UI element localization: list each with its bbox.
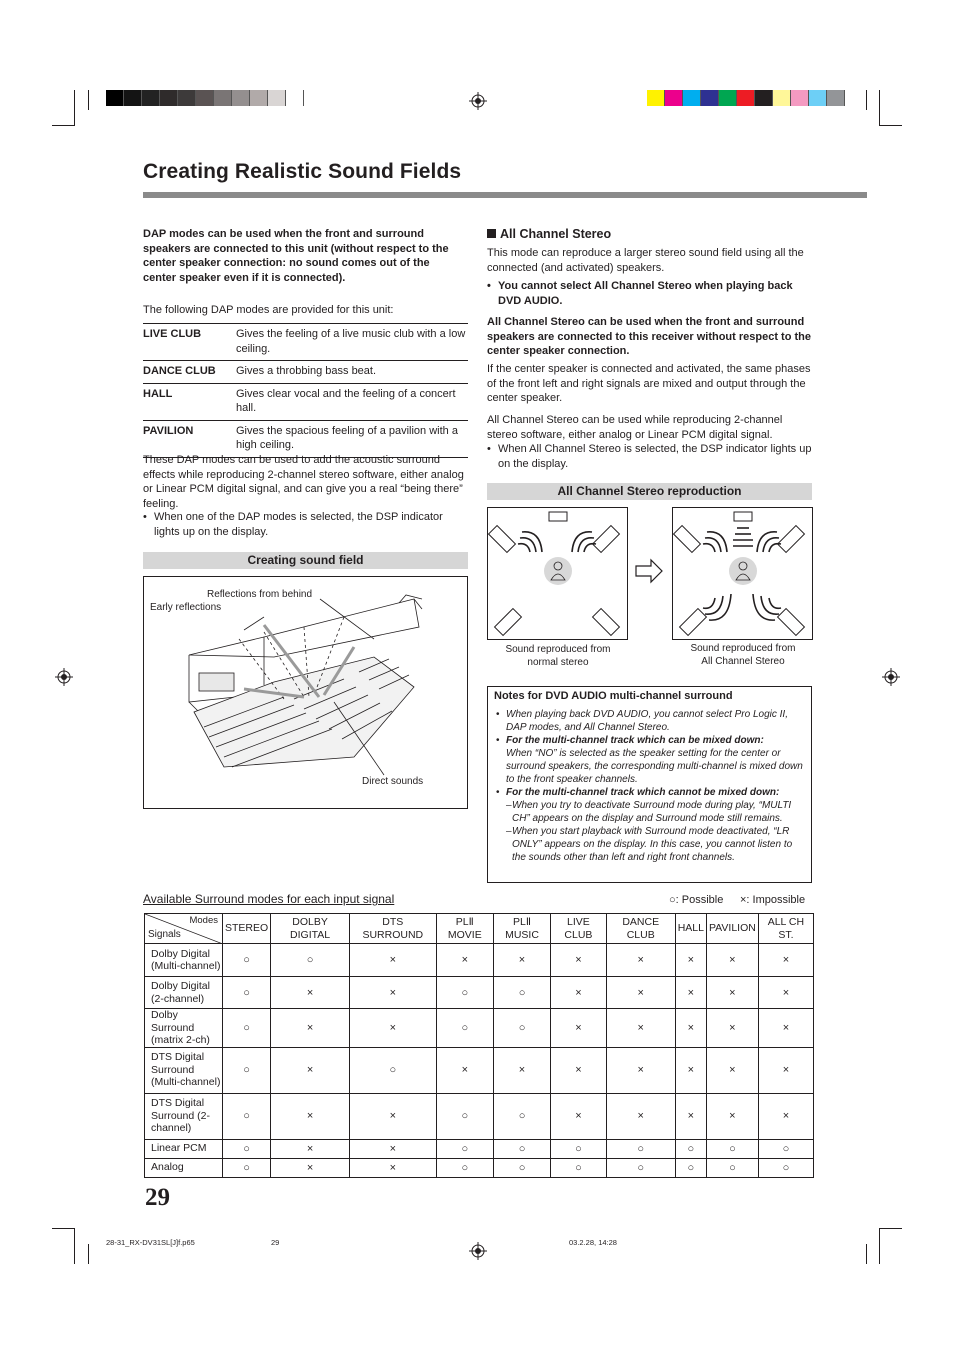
table-row [145, 1047, 814, 1093]
color-swatch [250, 90, 268, 106]
page-title: Creating Realistic Sound Fields [143, 160, 462, 183]
signal-cell: DTS Digital Surround (Multi-channel) [145, 1047, 223, 1093]
grayscale-registration-bar [106, 90, 304, 106]
all-channel-caption [672, 642, 814, 668]
color-swatch [160, 90, 178, 106]
normal-caption-line2: normal stereo [527, 657, 589, 668]
dap-dsp-bullet: • When one of the DAP modes is selected, the DSP indicator lights up on the display. [143, 511, 443, 538]
color-swatch [124, 90, 142, 106]
availability-cell: ○ [493, 1139, 550, 1158]
mode-column-header: DTS SURROUND [349, 914, 436, 944]
normal-caption-line1: Sound reproduced from [505, 644, 611, 655]
mode-column-header: PLⅡ MUSIC [493, 914, 550, 944]
label-direct-sounds: Direct sounds [362, 776, 424, 787]
sound-field-illustration [143, 576, 468, 809]
mode-column-header: DANCE CLUB [606, 914, 675, 944]
note-item-2 [494, 734, 805, 786]
footer-date: 03.2.28, 14:28 [569, 1238, 617, 1247]
table-row [145, 1158, 814, 1177]
mode-column-header: ALL CH ST. [758, 914, 813, 944]
note3-head: For the multi-channel track which cannot be mixed down: [506, 787, 780, 798]
color-swatch [755, 90, 773, 106]
acs-para2: If the center speaker is connected and activated, the same phases of the front left and right signals are mixed and output through the center speaker. [487, 363, 811, 404]
availability-cell: ○ [223, 1009, 271, 1048]
dap-mode-row [143, 323, 468, 361]
availability-cell: ○ [758, 1158, 813, 1177]
table-row [145, 944, 814, 977]
availability-cell: ○ [675, 1158, 706, 1177]
availability-cell: ○ [551, 1139, 607, 1158]
availability-cell: × [551, 1047, 607, 1093]
dap-mode-row [143, 421, 468, 458]
availability-cell: × [675, 977, 706, 1009]
normal-stereo-diagram [487, 507, 628, 640]
availability-cell: ○ [551, 1158, 607, 1177]
color-swatch [196, 90, 214, 106]
color-swatch [106, 90, 124, 106]
availability-cell: × [758, 1009, 813, 1048]
table-row [145, 1139, 814, 1158]
availability-cell: × [758, 977, 813, 1009]
note3-dash1: – When you try to deactivate Surround mode during play, “MULTI CH” appears on the display and Surround mode still remains. [494, 799, 805, 825]
color-swatch [701, 90, 719, 106]
availability-cell: ○ [706, 1158, 758, 1177]
availability-cell: ○ [223, 1093, 271, 1139]
availability-cell: × [271, 1093, 350, 1139]
right-arrow-icon [634, 558, 664, 584]
availability-cell: ○ [349, 1047, 436, 1093]
note3-dash2: – When you start playback with Surround mode deactivated, “LR ONLY” appears on the display. In this case, you cannot listen to the sounds other than left and right front channels. [494, 825, 805, 864]
acs-para3: All Channel Stereo can be used while reproducing 2-channel stereo software, either analog or Linear PCM digital signal. [487, 414, 783, 441]
availability-cell: × [349, 1139, 436, 1158]
footer-page: 29 [271, 1238, 280, 1247]
availability-cell: × [706, 1047, 758, 1093]
availability-cell: × [271, 1009, 350, 1048]
normal-stereo-caption [487, 643, 629, 669]
availability-cell: ○ [606, 1158, 675, 1177]
signal-cell: Dolby Digital (Multi-channel) [145, 944, 223, 977]
color-swatch [214, 90, 232, 106]
corner-signals-label: Signals [148, 928, 181, 940]
availability-cell: ○ [706, 1139, 758, 1158]
title-rule [143, 192, 867, 198]
availability-cell: × [606, 1009, 675, 1048]
dap-intro: DAP modes can be used when the front and surround speakers are connected to this unit (without respect to the center speaker connection: no sound comes out of the center speaker even if it is connected). [143, 228, 449, 284]
availability-cell: × [271, 977, 350, 1009]
corner-modes-label: Modes [189, 915, 218, 926]
availability-cell: × [493, 1047, 550, 1093]
notes-title-bold: Notes for DVD AUDIO [494, 690, 607, 702]
availability-cell: × [606, 1093, 675, 1139]
mode-column-header: STEREO [223, 914, 271, 944]
availability-cell: ○ [223, 977, 271, 1009]
dap-mode-name: PAVILION [143, 424, 194, 437]
creating-sound-field-bar: Creating sound field [143, 552, 468, 569]
table-caption: Available Surround modes for each input signal [143, 892, 395, 906]
all-channel-stereo-heading [487, 227, 611, 241]
availability-cell: × [271, 1139, 350, 1158]
all-caption-line2: All Channel Stereo [701, 656, 785, 667]
color-swatch [827, 90, 845, 106]
availability-cell: × [349, 1009, 436, 1048]
color-swatch [178, 90, 196, 106]
dap-mode-row [143, 361, 468, 384]
availability-cell: ○ [436, 1158, 493, 1177]
color-swatch [268, 90, 286, 106]
signal-cell: Dolby Surround (matrix 2-ch) [145, 1009, 223, 1048]
color-swatch [142, 90, 160, 106]
availability-cell: × [758, 944, 813, 977]
table-row [145, 977, 814, 1009]
mode-column-header: LIVE CLUB [551, 914, 607, 944]
acs-reproduction-bar: All Channel Stereo reproduction [487, 483, 812, 500]
color-swatch [773, 90, 791, 106]
dap-mode-desc: Gives the spacious feeling of a pavilion with a high ceiling. [236, 424, 458, 451]
availability-cell: ○ [758, 1139, 813, 1158]
color-swatch [809, 90, 827, 106]
availability-cell: ○ [493, 1158, 550, 1177]
availability-cell: × [606, 944, 675, 977]
availability-cell: × [675, 944, 706, 977]
availability-cell: × [436, 1047, 493, 1093]
registration-target-icon [469, 1242, 487, 1260]
availability-cell: ○ [493, 1093, 550, 1139]
notes-title-rest: multi-channel surround [606, 690, 733, 702]
color-swatch [791, 90, 809, 106]
dvd-audio-notes-box [487, 686, 812, 883]
availability-cell: ○ [493, 1009, 550, 1048]
availability-cell: ○ [436, 1139, 493, 1158]
availability-cell: × [349, 977, 436, 1009]
legend-possible: ○: Possible [669, 894, 724, 906]
availability-cell: ○ [675, 1139, 706, 1158]
legend-impossible: ×: Impossible [740, 894, 806, 906]
availability-cell: ○ [271, 944, 350, 977]
availability-cell: ○ [223, 1047, 271, 1093]
availability-cell: × [349, 944, 436, 977]
availability-cell: × [706, 944, 758, 977]
table-corner-cell [145, 914, 223, 944]
label-reflections-behind: Reflections from behind [207, 589, 313, 600]
availability-cell: ○ [223, 1158, 271, 1177]
availability-cell: × [758, 1047, 813, 1093]
note-item-3 [494, 786, 805, 799]
availability-cell: × [675, 1009, 706, 1048]
availability-cell: ○ [223, 1139, 271, 1158]
acs-para1: This mode can reproduce a larger stereo sound field using all the connected (and activated) speakers. [487, 247, 804, 274]
mode-column-header: PLⅡ MOVIE [436, 914, 493, 944]
availability-cell: × [493, 944, 550, 977]
dap-modes-table [143, 323, 468, 458]
availability-cell: × [349, 1158, 436, 1177]
footer-file: 28-31_RX-DV31SL[J]f.p65 [106, 1238, 195, 1247]
availability-cell: ○ [606, 1139, 675, 1158]
availability-cell: × [551, 1093, 607, 1139]
availability-cell: × [271, 1158, 350, 1177]
availability-cell: × [758, 1093, 813, 1139]
surround-modes-table [144, 913, 814, 1178]
availability-cell: ○ [436, 1093, 493, 1139]
notes-title [494, 689, 805, 704]
table-row [145, 1009, 814, 1048]
table-row [145, 1093, 814, 1139]
availability-cell: ○ [493, 977, 550, 1009]
label-early-reflections: Early reflections [150, 602, 222, 613]
signal-cell: Dolby Digital (2-channel) [145, 977, 223, 1009]
availability-cell: × [551, 977, 607, 1009]
note-item-1: • When playing back DVD AUDIO, you cannot select Pro Logic II, DAP modes, and All Channel Stereo. [494, 708, 805, 734]
square-bullet-icon [487, 229, 496, 238]
dap-mode-desc: Gives a throbbing bass beat. [236, 365, 377, 377]
dap-mode-name: HALL [143, 387, 173, 400]
registration-target-icon [55, 668, 73, 686]
availability-cell: × [675, 1047, 706, 1093]
availability-cell: ○ [436, 977, 493, 1009]
availability-cell: ○ [436, 1009, 493, 1048]
acs-bold-para: All Channel Stereo can be used when the front and surround speakers are connected to this receiver without respect to the center speaker connection. [487, 316, 811, 357]
note2-head: For the multi-channel track which can be mixed down: [506, 735, 764, 746]
dap-mode-desc: Gives clear vocal and the feeling of a concert hall. [236, 387, 456, 414]
mode-column-header: PAVILION [706, 914, 758, 944]
dap-mode-desc: Gives the feeling of a live music club with a low ceiling. [236, 328, 466, 355]
acs-dsp-bullet-text: When All Channel Stereo is selected, the DSP indicator lights up on the display. [498, 443, 812, 470]
dap-mode-name: LIVE CLUB [143, 328, 202, 340]
page-number: 29 [145, 1184, 170, 1211]
availability-cell: × [271, 1047, 350, 1093]
color-swatch [665, 90, 683, 106]
dap-provided-text: The following DAP modes are provided for this unit: [143, 304, 394, 316]
acs-dvd-audio-bullet: • You cannot select All Channel Stereo when playing back DVD AUDIO. [487, 280, 793, 307]
signal-cell: Analog [145, 1158, 223, 1177]
availability-cell: × [706, 1093, 758, 1139]
registration-target-icon [469, 92, 487, 110]
availability-cell: × [551, 1009, 607, 1048]
acs-dvd-audio-bullet-text: You cannot select All Channel Stereo when playing back DVD AUDIO. [498, 280, 793, 307]
color-swatch [737, 90, 755, 106]
acs-dsp-bullet: • When All Channel Stereo is selected, the DSP indicator lights up on the display. [487, 443, 812, 470]
dap-dsp-bullet-text: When one of the DAP modes is selected, the DSP indicator lights up on the display. [154, 511, 443, 538]
mode-column-header: HALL [675, 914, 706, 944]
mode-column-header: DOLBY DIGITAL [271, 914, 350, 944]
signal-cell: Linear PCM [145, 1139, 223, 1158]
color-swatch [286, 90, 304, 106]
color-swatch [647, 90, 665, 106]
availability-cell: × [349, 1093, 436, 1139]
signal-cell: DTS Digital Surround (2-channel) [145, 1093, 223, 1139]
dap-mode-name: DANCE CLUB [143, 365, 216, 377]
color-swatch [232, 90, 250, 106]
availability-cell: ○ [223, 944, 271, 977]
availability-cell: × [606, 977, 675, 1009]
color-swatch [683, 90, 701, 106]
availability-cell: × [675, 1093, 706, 1139]
all-caption-line1: Sound reproduced from [690, 643, 796, 654]
dap-mode-row [143, 384, 468, 421]
dap-usage-text: These DAP modes can be used to add the acoustic surround effects while reproducing 2-channel stereo software, either analog or Linear PCM digital signal, and can give you a real “being there” feeling. [143, 454, 464, 510]
availability-cell: × [551, 944, 607, 977]
registration-target-icon [882, 668, 900, 686]
availability-cell: × [436, 944, 493, 977]
availability-cell: × [706, 977, 758, 1009]
note2-body: When “NO” is selected as the speaker setting for the center or surround speakers, the corresponding multi-channel is mixed down to the front speaker channels. [506, 748, 803, 785]
color-registration-bar [647, 90, 845, 106]
heading-text: All Channel Stereo [500, 227, 612, 241]
availability-cell: × [706, 1009, 758, 1048]
all-channel-stereo-diagram [672, 507, 813, 640]
availability-cell: × [606, 1047, 675, 1093]
color-swatch [719, 90, 737, 106]
